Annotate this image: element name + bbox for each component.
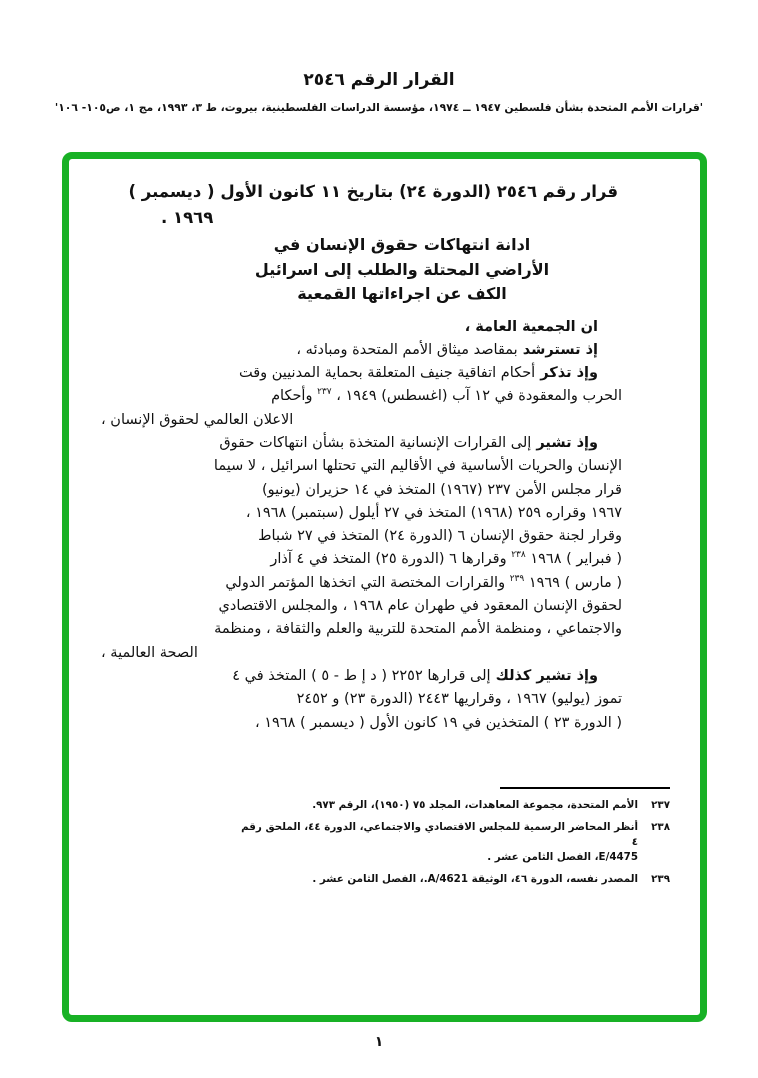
subject-line: الأراضي المحتلة والطلب إلى اسرائيل	[254, 259, 550, 279]
footnote-item	[234, 820, 670, 865]
footnote-text: أنظر المحاضر الرسمية للمجلس الاقتصادي والاجتماعي، الدورة ٤٤، الملحق رقم ٤ E/4475، الفصل الثامن عشر .	[241, 821, 638, 863]
footnote-number: ٢٣٧	[651, 799, 670, 811]
footnote-separator	[500, 787, 670, 789]
footnotes-block	[234, 787, 670, 894]
body-line: ١٩٦٧ وقراره ٢٥٩ (١٩٦٨) المتخذ في ٢٧ أيلول (سبتمبر) ١٩٦٨ ،	[245, 504, 622, 521]
footnote-item	[234, 798, 670, 813]
footnote-item	[234, 872, 670, 887]
body-line: الاعلان العالمي لحقوق الإنسان ،	[101, 411, 294, 428]
footnote-text: الأمم المتحدة، مجموعة المعاهدات، المجلد ٧٥ (١٩٥٠)، الرقم ٩٧٣.	[312, 799, 638, 811]
footnote-number: ٢٣٩	[651, 873, 670, 885]
body-line: والاجتماعي ، ومنظمة الأمم المتحدة للتربية والعلم والثقافة ، ومنظمة	[214, 621, 622, 638]
footnote-text: المصدر نفسه، الدورة ٤٦، الوثيقة A/4621.، الفصل الثامن عشر .	[312, 873, 638, 885]
body-line: الحرب والمعقودة في ١٢ آب (اغسطس) ١٩٤٩ ، $^{٢٣٧}$ وأحكام	[271, 387, 622, 405]
body-line: ( مارس ) ١٩٦٩ $^{٢٣٩}$ والقرارات المختصة التي اتخذها المؤتمر الدولي	[225, 573, 622, 591]
subject-line: ادانة انتهاكات حقوق الإنسان في	[273, 235, 531, 254]
body-line: ( فبراير ) ١٩٦٨ $^{٢٣٨}$ وقرارها ٦ (الدورة ٢٥) المتخذ في ٤ آذار	[270, 550, 622, 568]
body-line: الصحة العالمية ،	[101, 644, 198, 661]
footnote-number: ٢٣٨	[651, 821, 670, 833]
body-line: وإذ تشير كذلك إلى قرارها ٢٢٥٢ ( د إ ط - ٥ ) المتخذ في ٤	[232, 667, 598, 684]
document-title: القرار الرقم ٢٥٤٦	[303, 70, 455, 90]
green-border-frame	[62, 152, 707, 1022]
body-line: تموز (يوليو) ١٩٦٧ ، وقراريها ٢٤٤٣ (الدورة ٢٣) و ٢٤٥٢	[296, 691, 622, 708]
body-line: ( الدورة ٢٣ ) المتخذين في ١٩ كانون الأول ( ديسمبر ) ١٩٦٨ ،	[254, 714, 622, 731]
body-line: لحقوق الإنسان المعقود في طهران عام ١٩٦٨ ، والمجلس الاقتصادي	[218, 598, 622, 615]
body-line: الإنسان والحريات الأساسية في الأقاليم التي تحتلها اسرائيل ، لا سيما	[213, 458, 622, 475]
resolution-heading-year: ١٩٦٩ .	[161, 208, 214, 227]
subject-line: الكف عن اجراءاتها القمعية	[297, 284, 507, 303]
body-line: وقرار لجنة حقوق الإنسان ٦ (الدورة ٢٤) المتخذ في ٢٧ شباط	[258, 528, 622, 545]
resolution-heading-line1: قرار رقم ٢٥٤٦ (الدورة ٢٤) بتاريخ ١١ كانون الأول ( ديسمبر )	[128, 182, 618, 201]
document-subtitle: 'قرارات الأمم المتحدة بشأن فلسطين ١٩٤٧ ــ ١٩٧٤، مؤسسة الدراسات الفلسطينية، بيروت، ط ٣، ١٩٩٣، مج ١، ص١٠٥- ١٠٦'	[54, 101, 704, 114]
resolution-body	[101, 316, 622, 735]
body-line: إذ تسترشد بمقاصد ميثاق الأمم المتحدة ومبادئه ،	[296, 341, 598, 358]
resolution-content	[101, 179, 622, 735]
footnote-list	[234, 798, 670, 887]
page-number: ١	[374, 1034, 384, 1050]
body-line: ان الجمعية العامة ،	[464, 318, 598, 335]
body-line: قرار مجلس الأمن ٢٣٧ (١٩٦٧) المتخذ في ١٤ حزيران (يونيو)	[261, 481, 622, 498]
body-line: وإذ تشير إلى القرارات الإنسانية المتخذة بشأن انتهاكات حقوق	[219, 434, 598, 451]
resolution-subject-heading	[182, 233, 622, 307]
body-line: وإذ تذكر أحكام اتفاقية جنيف المتعلقة بحماية المدنيين وقت	[238, 365, 598, 382]
